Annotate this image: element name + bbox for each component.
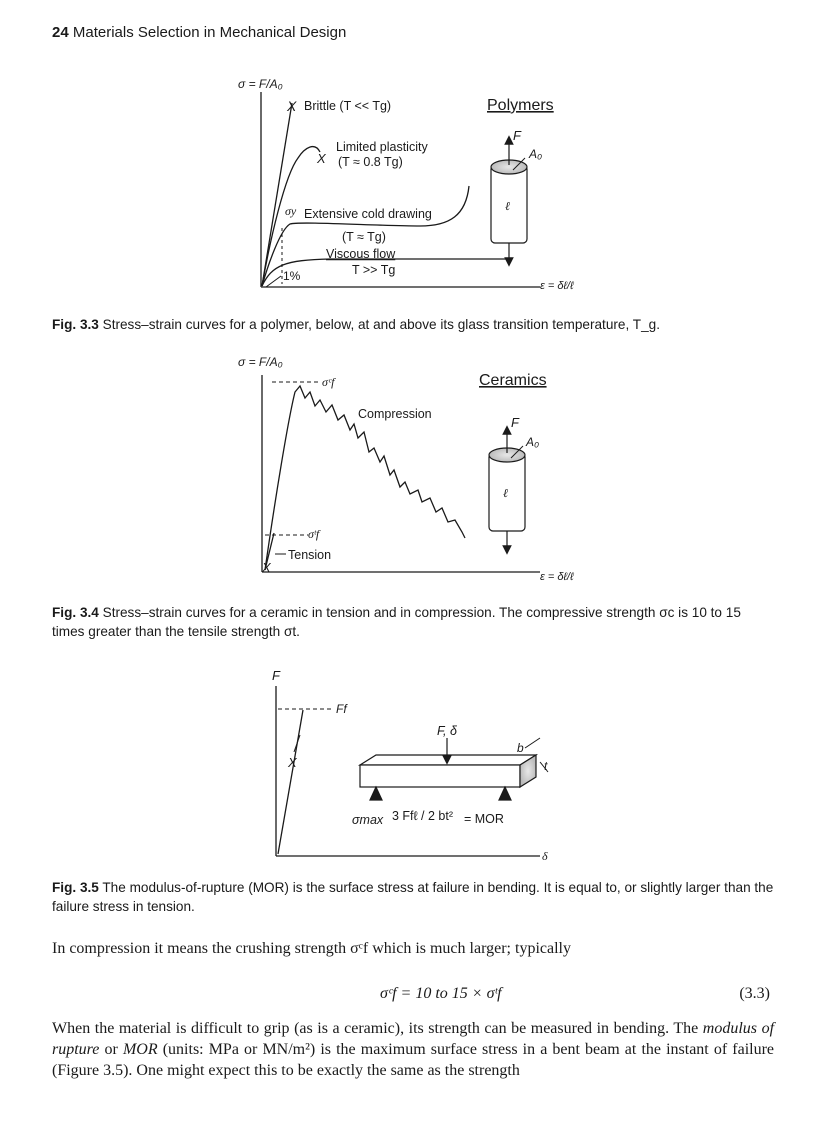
paragraph-2-em1: modulus of rupture [52, 1020, 775, 1058]
fig35-ff: Ff [336, 702, 347, 716]
fig33-viscous-t: T >> Tg [352, 263, 396, 277]
fig33-viscous-label: Viscous flow [326, 247, 396, 261]
fig33-title: Polymers [487, 97, 554, 114]
fig35-x-mark: X [288, 755, 297, 770]
fig35-load-curve [278, 710, 303, 854]
equation-expression: σᶜf = 10 to 15 × σᵗf [380, 985, 502, 1002]
fig35-y-label: F [272, 668, 280, 683]
fig34-title: Ceramics [479, 372, 547, 389]
fig35-caption [52, 878, 774, 916]
fig35-load: F, δ [437, 724, 457, 738]
fig34-compression-label: Compression [358, 407, 432, 421]
fig35-caption-text: The modulus-of-rupture (MOR) is the surface stress at failure in bending. It is equal to, or slightly larger than the failure stress in tension. [52, 880, 774, 914]
fig34-length: ℓ [503, 486, 508, 500]
paragraph-2-b: (units: MPa or MN/m²) is the maximum surface stress in a bent beam at the instant of failure (Figure 3.5). One might expect this to be exactly the same as the strength [52, 1041, 775, 1079]
fig33-one-percent: 1% [283, 269, 301, 283]
fig34-caption-label: Fig. 3.4 [52, 605, 99, 620]
book-title: Materials Selection in Mechanical Design [72, 24, 347, 41]
fig33-brittle-label: Brittle (T << Tg) [304, 99, 392, 113]
fig33-limited-label: Limited plasticity [336, 140, 428, 154]
fig34-area: A₀ [526, 435, 540, 449]
paragraph-1: In compression it means the crushing strength σᶜf which is much larger; typically [52, 940, 571, 957]
fig35-caption-label: Fig. 3.5 [52, 880, 99, 895]
paragraph-2-a: When the material is difficult to grip (as is a ceramic), its strength can be measured in bending. The [52, 1020, 699, 1037]
fig33-caption-label: Fig. 3.3 [52, 317, 99, 332]
fig35-b: b [517, 741, 524, 755]
fig33-cold-label: Extensive cold drawing [304, 207, 432, 221]
fig34-caption-text: Stress–strain curves for a ceramic in tension and in compression. The compressive strength σc is 10 to 15 times greater than the tensile strength σt. [52, 605, 741, 639]
page-number: 24 [52, 24, 69, 41]
fig33-caption-text: Stress–strain curves for a polymer, below, at and above its glass transition temperature, T_g. [102, 317, 660, 332]
fig33-sigma-y: σy [285, 204, 297, 218]
fig33-limited-t: (T ≈ 0.8 Tg) [338, 155, 403, 169]
equation-number: (3.3) [739, 985, 770, 1002]
fig33-force: F [513, 128, 521, 143]
fig33-x-label: ε = δℓ/ℓ [540, 280, 574, 292]
fig34-caption [52, 603, 774, 641]
fig35-t: t [544, 759, 548, 773]
fig34-x-mark: X [262, 560, 271, 575]
fig33-x-mark-2: X [317, 151, 326, 166]
fig33-y-label: σ = F/A₀ [238, 77, 283, 91]
fig35-formula-lhs: σmax [352, 813, 384, 827]
fig34-sigma-fc: σᶜf [322, 375, 335, 389]
fig34-y-label: σ = F/A₀ [238, 355, 283, 369]
fig33-x-mark: X [287, 98, 297, 114]
fig34-x-label: ε = δℓ/ℓ [540, 571, 574, 583]
fig34-sigma-ft: σᵗf [308, 527, 320, 541]
paragraph-2-em2: MOR [122, 1041, 158, 1058]
fig35-x-label: δ [542, 849, 548, 863]
fig35-formula-rhs: = MOR [464, 812, 504, 826]
fig33-cold-t: (T ≈ Tg) [342, 230, 386, 244]
paragraph-2-or: or [104, 1041, 118, 1058]
fig33-area: A₀ [529, 147, 543, 161]
fig35-formula-frac: 3 Ffℓ / 2 bt² [392, 809, 454, 823]
equation-3-3 [52, 985, 774, 1007]
fig35-x-pointer [294, 735, 300, 752]
fig34-force: F [511, 415, 519, 430]
fig33-caption [52, 315, 774, 334]
fig33-length: ℓ [505, 199, 510, 213]
fig33-one-percent-arrow [266, 276, 281, 287]
paragraph-2 [52, 1018, 774, 1081]
fig34-tension-label: Tension [288, 548, 332, 562]
